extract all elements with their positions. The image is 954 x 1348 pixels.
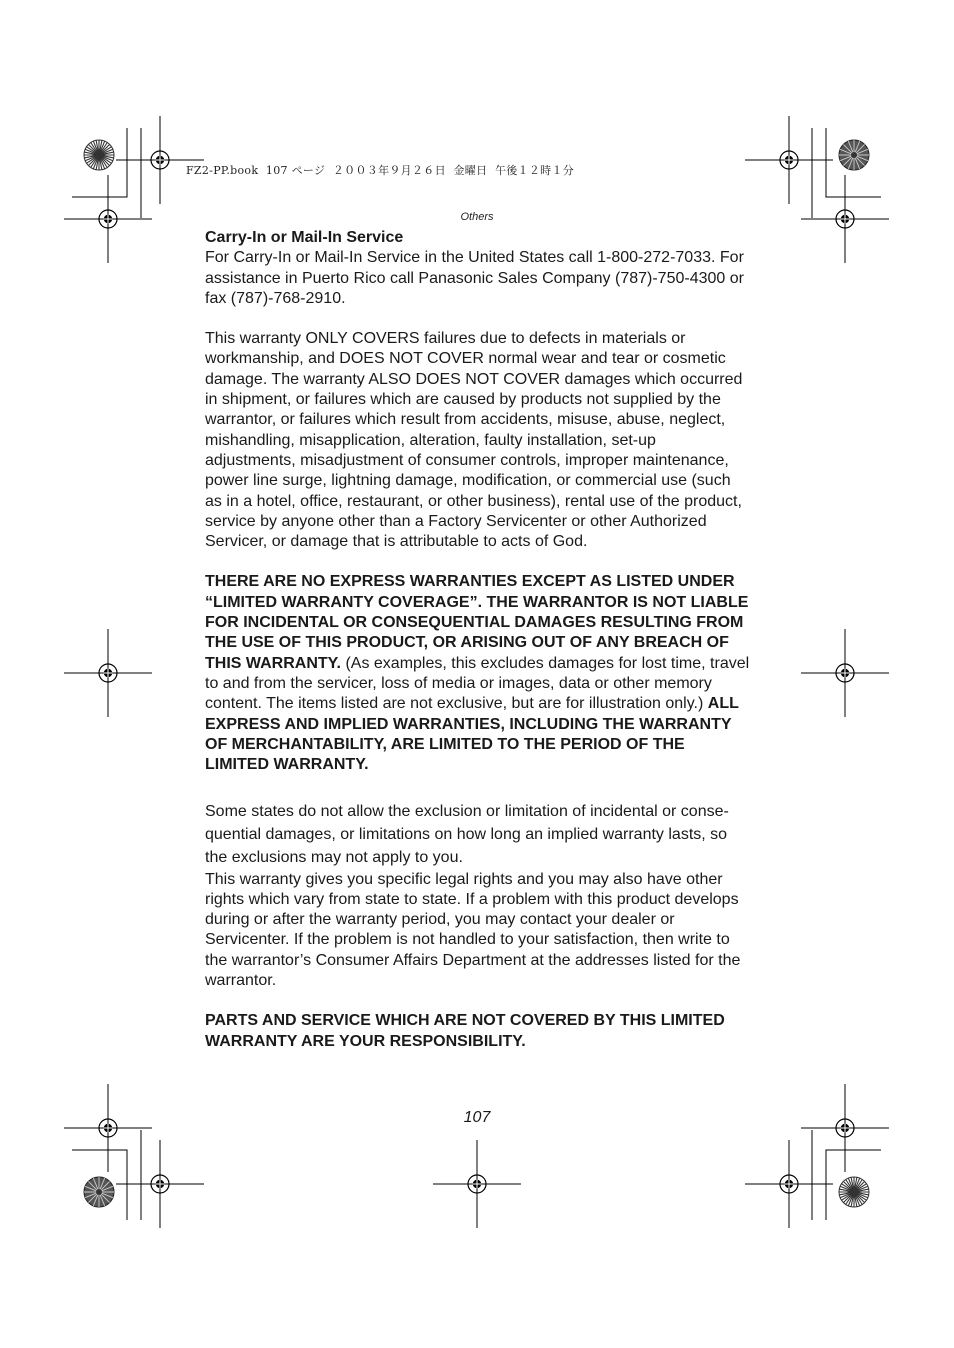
carry-in-heading: Carry-In or Mail-In Service <box>205 229 404 246</box>
states-paragraph: Some states do not allow the exclusion or limitation of incidental or conse-quential damages, or limitations on how long an implied warranty lasts, so the exclusions may not apply to you. <box>205 803 729 866</box>
coverage-paragraph: This warranty ONLY COVERS failures due to defects in materials or workmanship, and DOES NOT COVER normal wear and tear or cosmetic damage. The warranty ALSO DOES NOT COVER damages which occurred in shipment, or failures which are caused by products not supplied by the warrantor, or failures which result from accidents, misuse, abuse, neglect, mishandling, misapplication, alteration, faulty installation, set-up adjustments, misadjustment of consumer controls, improper maintenance, power line surge, lightning damage, modification, or commercial use (such as in a hotel, office, restaurant, or other business), rental use of the product, service by anyone other than a Factory Servicenter or other Authorized Servicer, or damage that is attributable to acts of God. <box>205 330 743 551</box>
print-file-info: FZ2-PP.book 107 ページ ２００３年９月２６日 金曜日 午後１２時１分 <box>186 164 575 177</box>
disclaimer-bold-intro: THERE ARE NO EXPRESS WARRANTIES EXCEPT AS LISTED UNDER “LIMITED WARRANTY COVERAGE”. THE WARRANTOR IS NOT LIABLE FOR INCIDENTAL OR CONSEQUENTIAL DAMAGES RESULTING FROM THE USE OF THIS PRODUCT, OR ARISING OUT OF ANY BREACH OF THIS WARRANTY. <box>205 573 749 672</box>
page-number: 107 <box>463 1109 491 1126</box>
warranty-content <box>205 228 750 1052</box>
rights-paragraph: This warranty gives you specific legal rights and you may also have other rights which vary from state to state. If a problem with this product develops during or after the warranty period, you may contact your dealer or Servicenter. If the problem is not handled to your satisfaction, then write to the warrantor’s Consumer Affairs Department at the addresses listed for the warrantor. <box>205 870 741 990</box>
disclaimer-paragraph <box>205 572 750 775</box>
disclaimer-bold-implied: ALL EXPRESS AND IMPLIED WARRANTIES, INCLUDING THE WARRANTY OF MERCHANTABILITY, ARE LIMITED TO THE PERIOD OF THE LIMITED WARRANTY. <box>205 695 739 774</box>
carry-in-text: For Carry-In or Mail-In Service in the United States call 1-800-272-7033. For assistance in Puerto Rico call Panasonic Sales Company (787)-750-4300 or fax (787)-768-2910. <box>205 249 744 307</box>
disclaimer-examples: (As examples, this excludes damages for lost time, travel to and from the servicer, loss of media or images, data or other memory content. The items listed are not exclusive, but are for illustration only.) <box>205 654 750 713</box>
section-label: Others <box>460 211 494 223</box>
parts-responsibility-paragraph: PARTS AND SERVICE WHICH ARE NOT COVERED BY THIS LIMITED WARRANTY ARE YOUR RESPONSIBILITY. <box>205 1012 725 1050</box>
